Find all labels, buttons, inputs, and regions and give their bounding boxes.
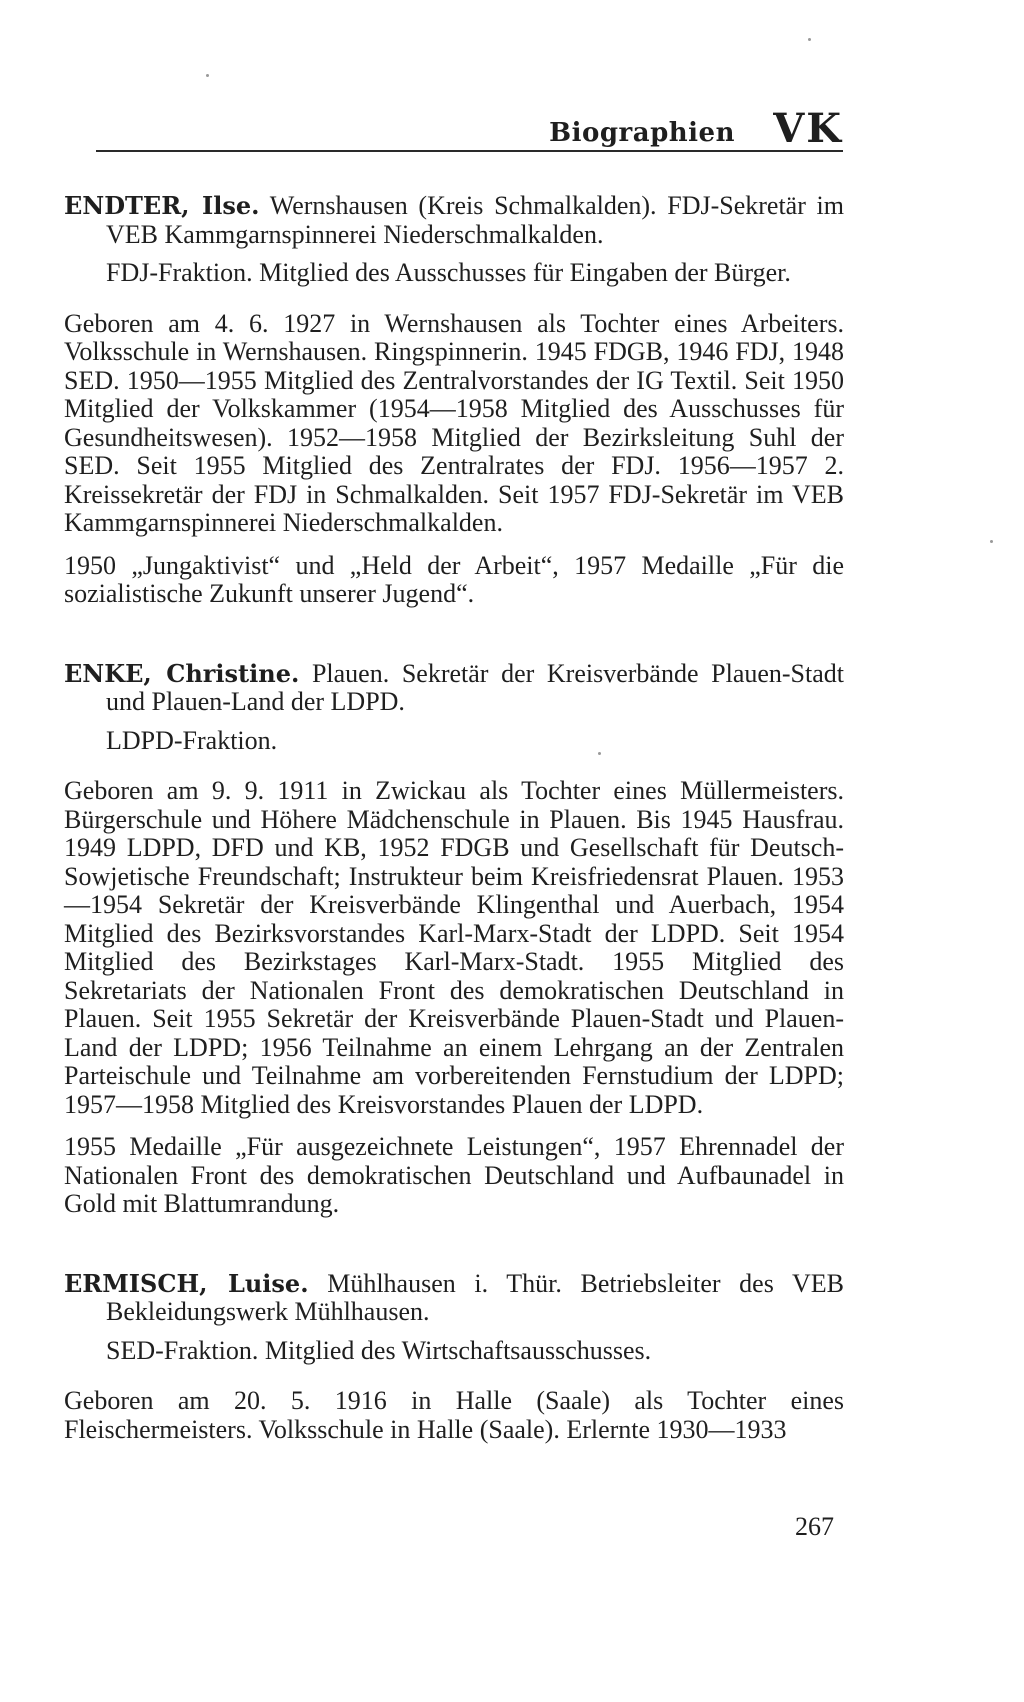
entry-fraction: LDPD-Fraktion. — [106, 725, 278, 755]
entry-biography: Geboren am 9. 9. 1911 in Zwickau als Tochter eines Müllermeisters. Bürgerschule und Höhere Mädchenschule in Plauen. Bis 1945 Hausfrau. 1949 LDPD, DFD und KB, 1952 FDGB und Gesellschaft für Deutsch-Sowjetische Freundschaft; Instrukteur beim Kreisfriedensrat Plauen. 1953—1954 Sekretär der Kreisverbände Klingenthal und Auerbach, 1954 Mitglied des Bezirksvorstandes Karl-Marx-Stadt der LDPD. Seit 1954 Mitglied des Bezirkstages Karl-Marx-Stadt. 1955 Mitglied des Sekretariats der Nationalen Front des demokratischen Deutschland in Plauen. Seit 1955 Sekretär der Kreisverbände Plauen-Stadt und Plauen-Land der LDPD; 1956 Teilnahme an einem Lehrgang an der Zentralen Parteischule und Teilnahme am vorbereitenden Fernstudium der LDPD; 1957—1958 Mitglied des Kreisvorstandes Plauen der LDPD. — [64, 776, 844, 1119]
paper-speck — [808, 38, 811, 41]
running-head — [96, 104, 843, 152]
entry-position: Plauen. Sekretär der Kreisverbände Plauen-Stadt und Plauen-Land der LDPD. — [106, 658, 844, 716]
running-head-section: VK — [773, 105, 843, 152]
running-head-title: Biographien — [549, 118, 735, 148]
biography-entry-ermisch — [64, 1270, 844, 1445]
entry-name: ENDTER, Ilse. — [64, 191, 260, 220]
entry-position: Mühlhausen i. Thür. Betriebsleiter des VEB Bekleidungswerk Mühlhausen. — [106, 1268, 844, 1326]
entry-fraction: SED-Fraktion. Mitglied des Wirtschaftsausschusses. — [106, 1335, 652, 1365]
paper-speck — [598, 752, 601, 755]
page-number: 267 — [795, 1512, 834, 1541]
entry-headline — [64, 1270, 844, 1327]
entry-name: ENKE, Christine. — [64, 658, 300, 688]
biography-entry-endter — [64, 192, 844, 609]
entry-headline — [64, 192, 844, 249]
entry-headline — [64, 660, 844, 717]
entry-position: Wernshausen (Kreis Schmalkalden). FDJ-Sekretär im VEB Kammgarnspinnerei Niederschmalkalden. — [106, 191, 845, 249]
entry-awards: 1955 Medaille „Für ausgezeichnete Leistungen“, 1957 Ehrennadel der Nationalen Front des demokratischen Deutschland und Aufbaunadel in Gold mit Blattumrandung. — [64, 1132, 844, 1218]
paper-speck — [990, 540, 993, 543]
entry-name: ERMISCH, Luise. — [64, 1268, 309, 1298]
paper-speck — [206, 74, 209, 77]
biography-entry-enke — [64, 660, 844, 1219]
entry-fraction: FDJ-Fraktion. Mitglied des Ausschusses für Eingaben der Bürger. — [106, 258, 791, 287]
entry-biography: Geboren am 4. 6. 1927 in Wernshausen als Tochter eines Arbeiters. Volksschule in Wernshausen. Ringspinnerin. 1945 FDGB, 1946 FDJ, 1948 SED. 1950—1955 Mitglied des Zentralvorstandes der IG Textil. Seit 1950 Mitglied der Volkskammer (1954—1958 Mitglied des Ausschusses für Gesundheitswesen). 1952—1958 Mitglied der Bezirksleitung Suhl der SED. Seit 1955 Mitglied des Zentralrates der FDJ. 1956—1957 2. Kreissekretär der FDJ in Schmalkalden. Seit 1957 FDJ-Sekretär im VEB Kammgarnspinnerei Niederschmalkalden. — [64, 308, 844, 537]
entry-awards: 1950 „Jungaktivist“ und „Held der Arbeit“, 1957 Medaille „Für die sozialistische Zukunft unserer Jugend“. — [64, 550, 844, 608]
biography-list — [64, 192, 844, 1495]
entry-biography: Geboren am 20. 5. 1916 in Halle (Saale) als Tochter eines Fleischermeisters. Volksschule in Halle (Saale). Erlernte 1930—1933 — [64, 1386, 844, 1444]
